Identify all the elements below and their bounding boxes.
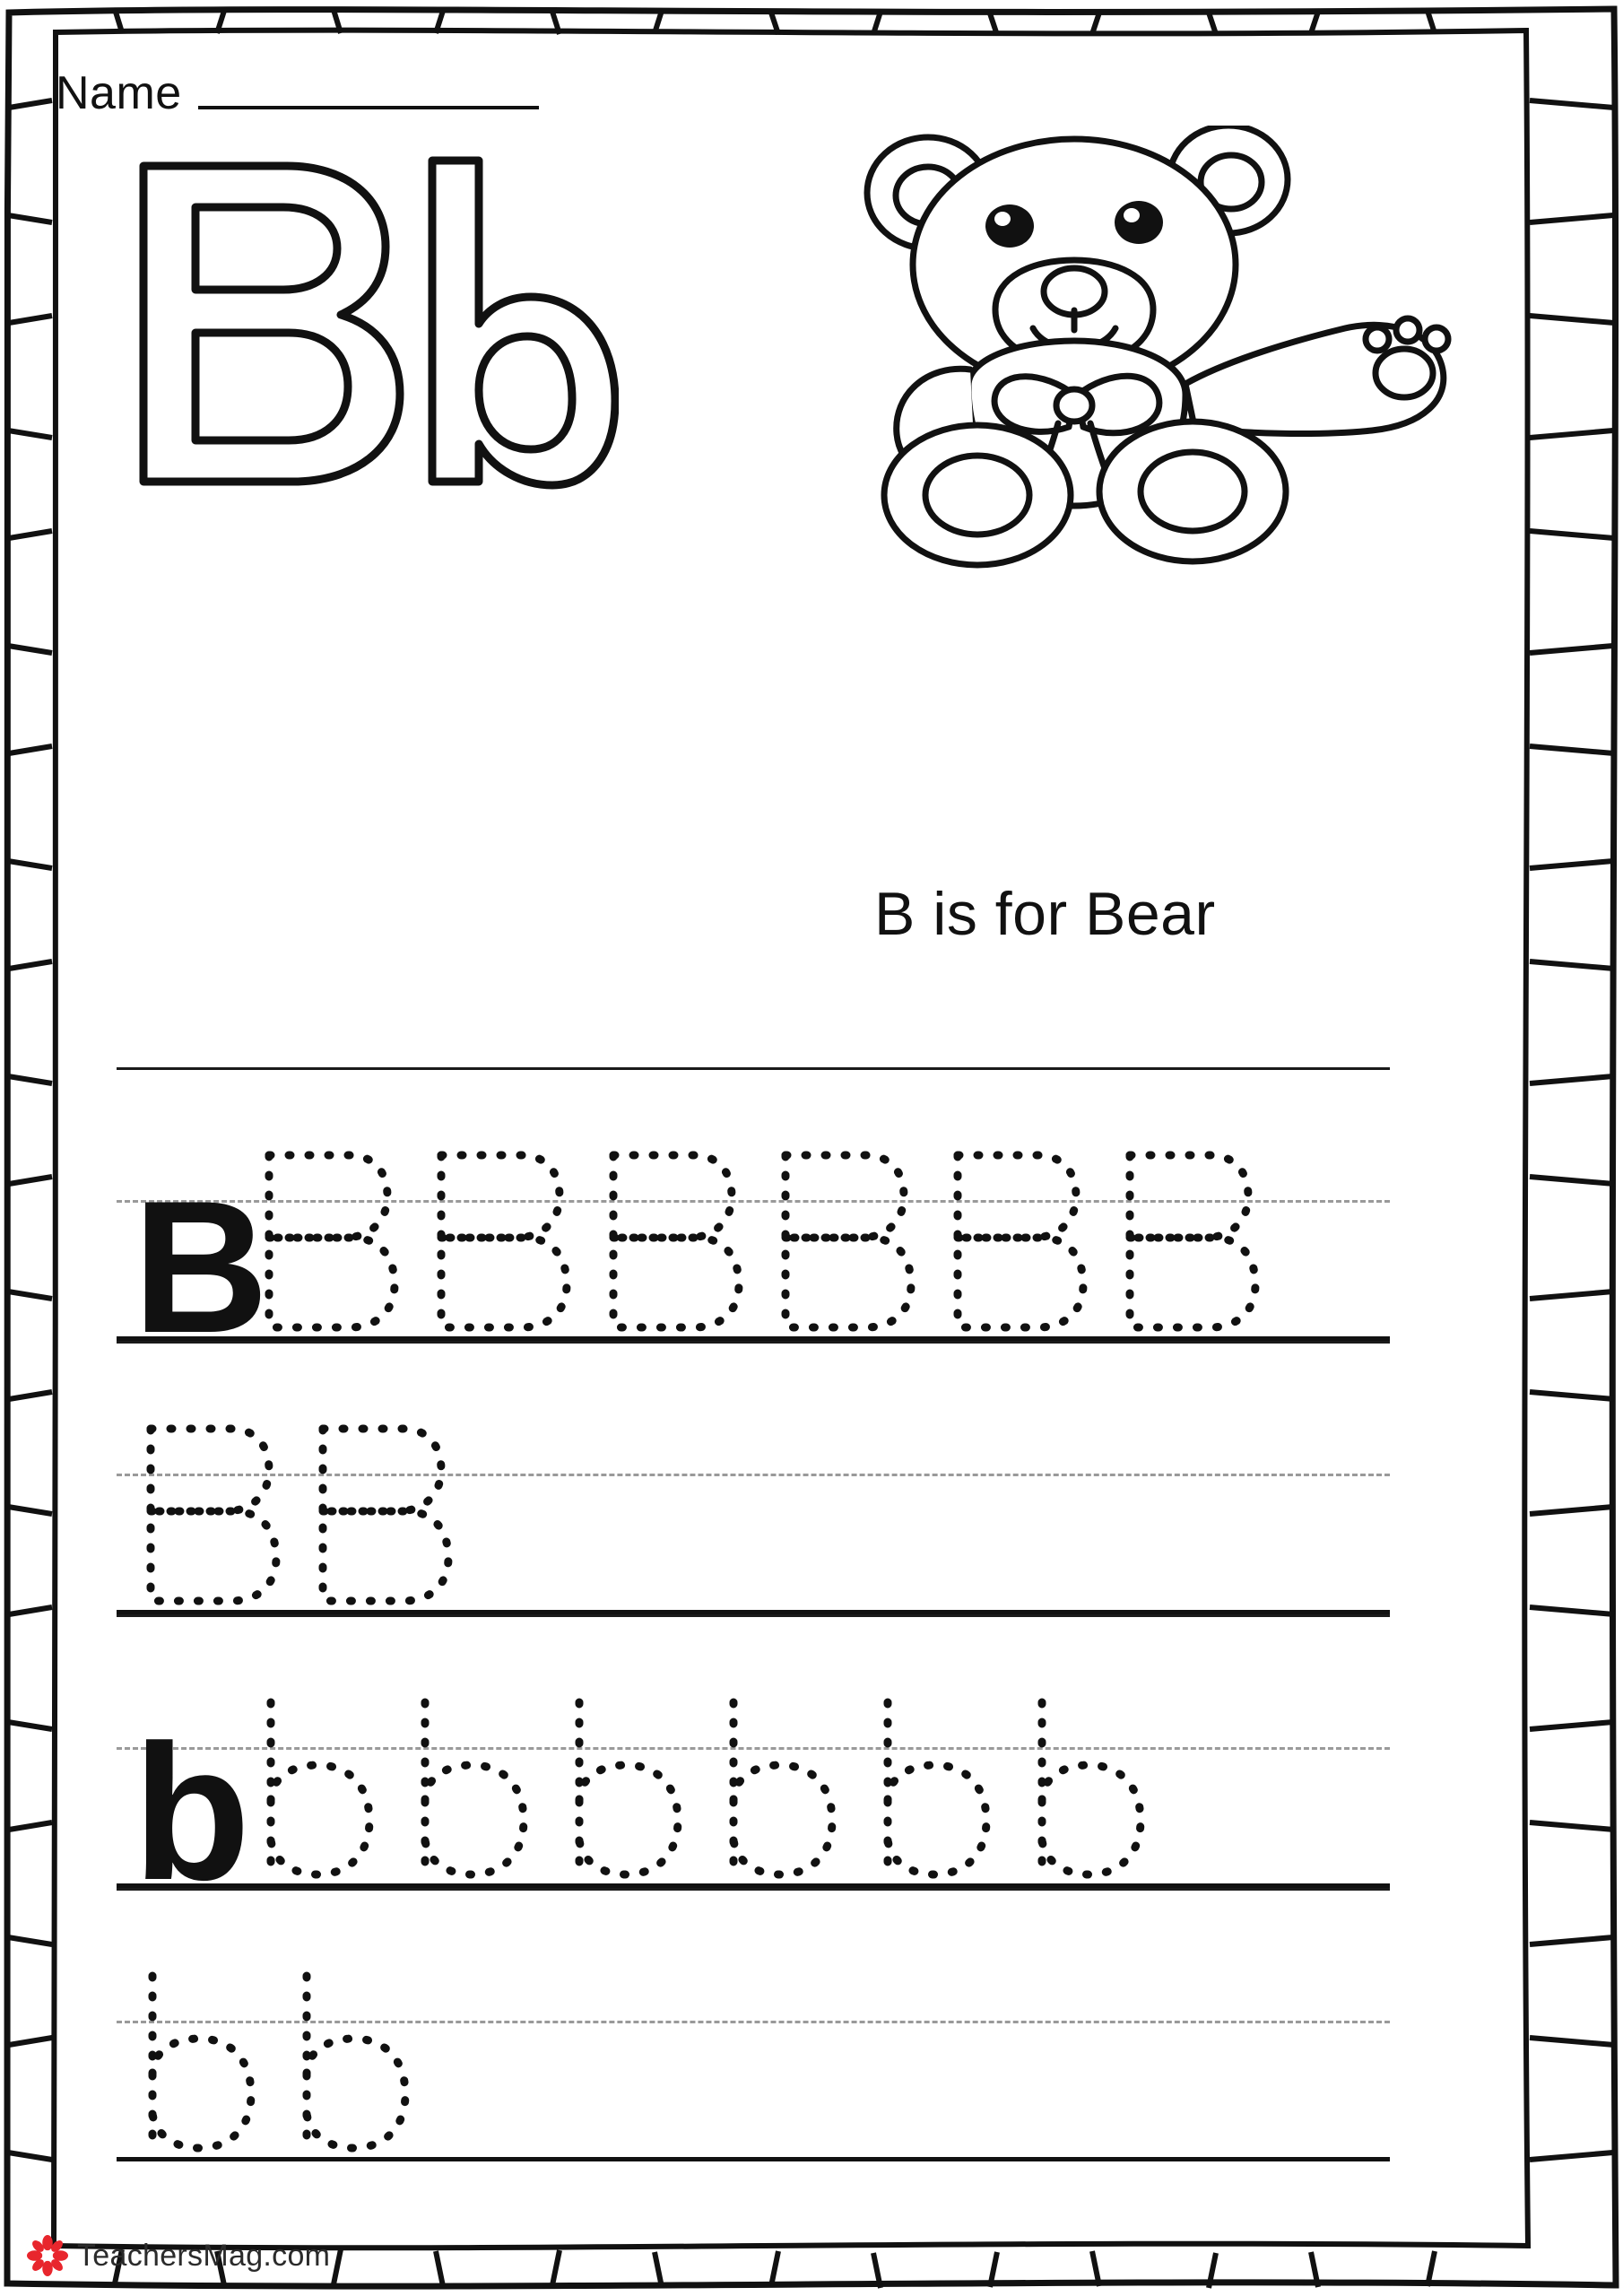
dotted-letter-b[interactable]: [405, 1695, 540, 1888]
dotted-letter-b[interactable]: [287, 1969, 421, 2161]
teddy-bear-illustration: [834, 126, 1480, 574]
footer-brand-text: TeachersMag.com: [77, 2238, 331, 2273]
dotted-letter-B[interactable]: [423, 1148, 576, 1341]
name-input-line[interactable]: [198, 106, 539, 109]
practice-row-uppercase-1: [117, 1067, 1390, 1373]
practice-row-uppercase-2: [117, 1341, 1390, 1614]
dotted-letter-B[interactable]: [768, 1148, 920, 1341]
caption-text: B is for Bear: [874, 880, 1216, 948]
trace-letters-uppercase-row2[interactable]: [133, 1341, 457, 1614]
trace-letters-lowercase-row2[interactable]: [133, 1888, 421, 2161]
dotted-letter-B[interactable]: [305, 1422, 457, 1614]
dotted-letter-b[interactable]: [133, 1969, 267, 2161]
dotted-letter-B[interactable]: [595, 1148, 748, 1341]
footer-branding: [27, 2235, 330, 2276]
practice-row-lowercase-1: [117, 1614, 1390, 1921]
dotted-letter-B[interactable]: [251, 1148, 404, 1341]
name-label: Name: [56, 67, 182, 119]
model-letter-uppercase: B: [133, 1161, 269, 1373]
trace-letters-uppercase-row1[interactable]: [251, 1067, 1264, 1341]
trace-letters-lowercase-row1[interactable]: [251, 1614, 1157, 1888]
dotted-letter-B[interactable]: [133, 1422, 285, 1614]
dotted-letter-B[interactable]: [1112, 1148, 1264, 1341]
big-letter-outline-bb: [117, 148, 619, 561]
dotted-letter-b[interactable]: [560, 1695, 694, 1888]
practice-area: [117, 1067, 1390, 2197]
dotted-letter-b[interactable]: [868, 1695, 1002, 1888]
flower-logo: [27, 2235, 68, 2276]
dotted-letter-b[interactable]: [251, 1695, 386, 1888]
dotted-letter-B[interactable]: [940, 1148, 1092, 1341]
model-letter-lowercase: b: [133, 1704, 251, 1921]
dotted-letter-b[interactable]: [1022, 1695, 1157, 1888]
dotted-letter-b[interactable]: [714, 1695, 848, 1888]
name-field-row: [56, 67, 539, 119]
practice-row-lowercase-2: [117, 1888, 1390, 2161]
